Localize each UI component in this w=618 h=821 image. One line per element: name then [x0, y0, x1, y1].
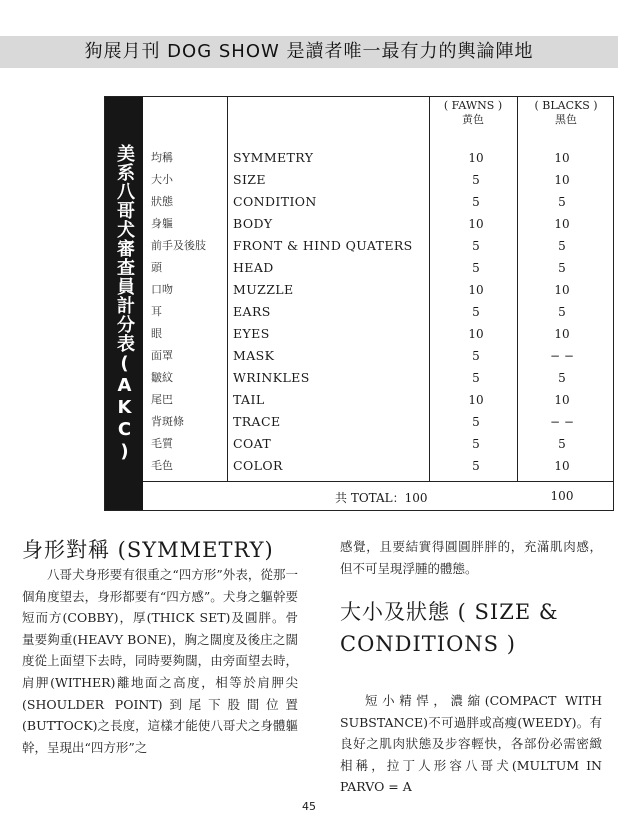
- row-fawns-score: 5: [472, 459, 480, 473]
- row-blacks-score: 5: [558, 239, 566, 253]
- row-zh-label: 尾巴: [151, 393, 173, 406]
- row-en-label: TAIL: [233, 392, 265, 407]
- row-zh-label: 口吻: [151, 283, 173, 296]
- row-blacks-score: − −: [550, 349, 574, 363]
- row-en-label: HEAD: [233, 260, 274, 275]
- row-zh-label: 毛色: [151, 459, 173, 472]
- row-en-label: EARS: [233, 304, 271, 319]
- column-header-fawns-zh: 黄色: [462, 113, 484, 126]
- symmetry-body-continued: 感覺，且要結實得圓圓胖胖的，充滿肌肉感，但不可呈現浮腫的體態。: [340, 539, 602, 576]
- size-conditions-heading: 大小及狀態 ( SIZE & CONDITIONS ): [340, 600, 559, 656]
- row-en-label: EYES: [233, 326, 270, 341]
- column-header-blacks-en: ( BLACKS ): [534, 99, 598, 112]
- row-zh-label: 皺紋: [151, 371, 173, 384]
- symmetry-heading: 身形對稱 (SYMMETRY): [22, 538, 274, 562]
- divider-total: [143, 481, 613, 482]
- page-number: 45: [302, 800, 316, 813]
- total-label: 共 TOTAL：100: [335, 491, 428, 505]
- row-zh-label: 眼: [151, 327, 162, 340]
- row-zh-label: 毛質: [151, 437, 173, 450]
- table-row: [143, 411, 613, 433]
- table-row: [143, 257, 613, 279]
- table-row: [143, 433, 613, 455]
- row-blacks-score: − −: [550, 415, 574, 429]
- table-row: [143, 235, 613, 257]
- row-en-label: CONDITION: [233, 194, 317, 209]
- row-en-label: SIZE: [233, 172, 266, 187]
- table-row: [143, 147, 613, 169]
- row-blacks-score: 5: [558, 437, 566, 451]
- column-header-blacks: [519, 99, 613, 127]
- row-blacks-score: 10: [554, 459, 570, 473]
- row-zh-label: 狀態: [151, 195, 173, 208]
- table-row: [143, 389, 613, 411]
- row-en-label: FRONT & HIND QUATERS: [233, 238, 413, 253]
- column-header-blacks-zh: 黑色: [555, 113, 577, 126]
- row-fawns-score: 5: [472, 305, 480, 319]
- row-fawns-score: 10: [468, 327, 484, 341]
- table-row: [143, 323, 613, 345]
- row-fawns-score: 5: [472, 349, 480, 363]
- row-blacks-score: 10: [554, 217, 570, 231]
- row-fawns-score: 5: [472, 239, 480, 253]
- row-fawns-score: 10: [468, 217, 484, 231]
- table-row: [143, 213, 613, 235]
- row-fawns-score: 5: [472, 173, 480, 187]
- row-fawns-score: 5: [472, 415, 480, 429]
- column-header-fawns: [431, 99, 515, 127]
- row-blacks-score: 5: [558, 195, 566, 209]
- table-row: [143, 279, 613, 301]
- table-row: [143, 367, 613, 389]
- row-en-label: COAT: [233, 436, 272, 451]
- row-blacks-score: 5: [558, 261, 566, 275]
- row-zh-label: 背斑條: [151, 415, 184, 428]
- row-blacks-score: 5: [558, 371, 566, 385]
- row-en-label: BODY: [233, 216, 273, 231]
- symmetry-body: 八哥犬身形要有很重之“四方形”外表，從那一個角度望去，身形都要有“四方感”。犬身之軀幹要短而方(COBBY)，厚(THICK SET)及圓胖。骨量要夠重(HEAVY BONE)，胸之闊度及後庄之闊度從上面望下去時，同時要夠闊，由旁面望去時，肩胛(WITHER)離地面之高度，相等於肩胛尖(SHOULDER POINT)到尾下股間位置(BUTTOCK)之長度，這樣才能使八哥犬之身體軀幹，呈現出“四方形”之: [22, 567, 298, 755]
- row-blacks-score: 10: [554, 173, 570, 187]
- table-row: [143, 169, 613, 191]
- row-en-label: SYMMETRY: [233, 150, 314, 165]
- masthead-banner: 狗展月刊 DOG SHOW 是讀者唯一最有力的輿論陣地: [0, 36, 618, 68]
- row-zh-label: 面罩: [151, 349, 173, 362]
- row-zh-label: 頭: [151, 261, 162, 274]
- table-row: [143, 301, 613, 323]
- row-en-label: TRACE: [233, 414, 281, 429]
- row-fawns-score: 10: [468, 393, 484, 407]
- row-zh-label: 耳: [151, 305, 162, 318]
- size-conditions-body: 短小精悍，濃縮(COMPACT WITH SUBSTANCE)不可過胖或高瘦(WEEDY)。有良好之肌肉狀態及步容輕快，各部份必需密緻相稱，拉丁人形容八哥犬(MULTUM IN PARVO = A: [340, 693, 602, 795]
- row-en-label: MUZZLE: [233, 282, 294, 297]
- column-header-fawns-en: ( FAWNS ): [443, 99, 503, 112]
- row-blacks-score: 10: [554, 283, 570, 297]
- row-fawns-score: 5: [472, 195, 480, 209]
- akc-score-table: [104, 96, 614, 511]
- row-zh-label: 大小: [151, 173, 173, 186]
- row-fawns-score: 5: [472, 371, 480, 385]
- row-zh-label: 均稱: [151, 151, 173, 164]
- score-table-side-title-band: [105, 97, 143, 510]
- row-blacks-score: 10: [554, 327, 570, 341]
- row-fawns-score: 10: [468, 283, 484, 297]
- table-row: [143, 455, 613, 477]
- row-en-label: MASK: [233, 348, 275, 363]
- row-blacks-score: 10: [554, 393, 570, 407]
- row-blacks-score: 5: [558, 305, 566, 319]
- score-table-title: 美系八哥犬審查員計分表(AKC): [114, 144, 135, 463]
- row-en-label: COLOR: [233, 458, 283, 473]
- row-zh-label: 身軀: [151, 217, 173, 230]
- row-zh-label: 前手及後肢: [151, 239, 206, 252]
- row-fawns-score: 5: [472, 261, 480, 275]
- table-row: [143, 345, 613, 367]
- row-en-label: WRINKLES: [233, 370, 310, 385]
- row-blacks-score: 10: [554, 151, 570, 165]
- table-row: [143, 191, 613, 213]
- total-blacks-score: 100: [550, 489, 574, 503]
- row-fawns-score: 10: [468, 151, 484, 165]
- row-fawns-score: 5: [472, 437, 480, 451]
